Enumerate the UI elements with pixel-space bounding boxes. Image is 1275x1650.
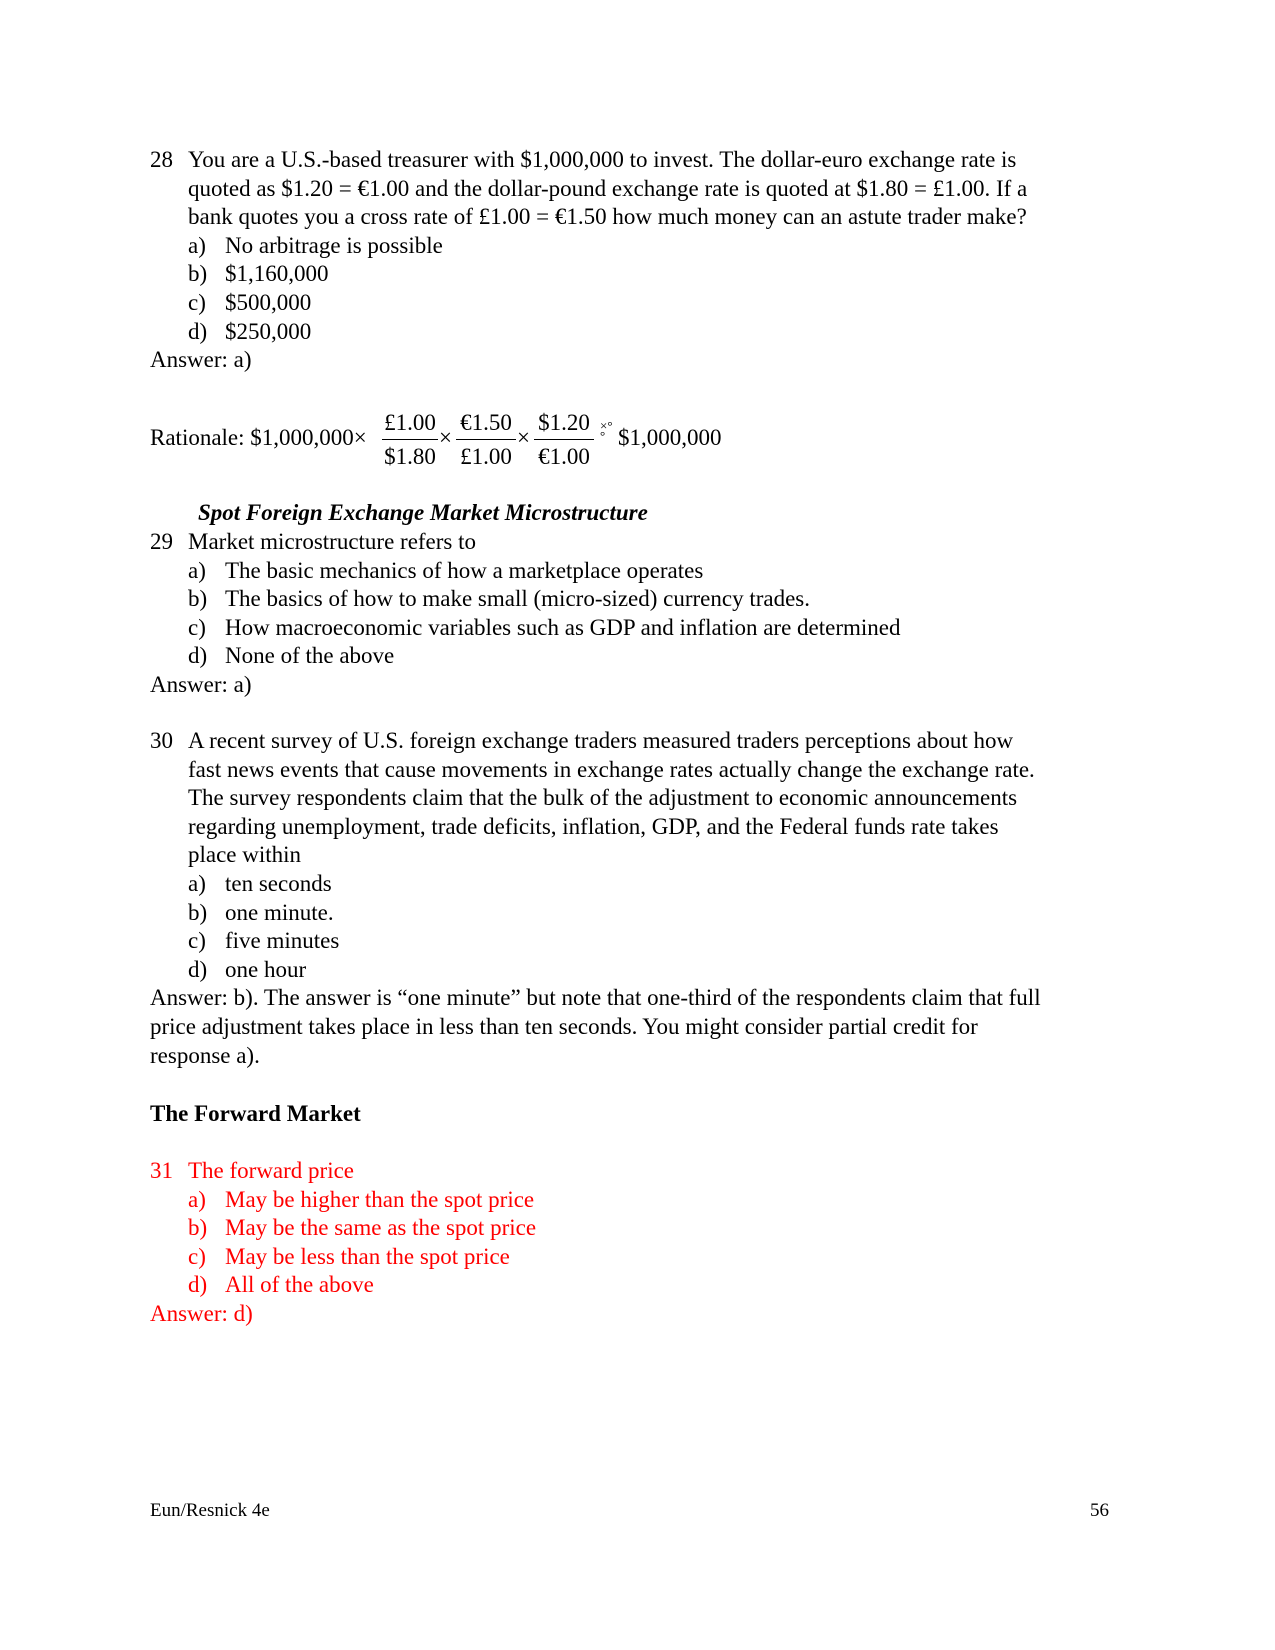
question-text: A recent survey of U.S. foreign exchange traders measured traders perceptions about how fast news events that cause movements in exchange rates actually change the exchange rate. The survey respondents claim that the bulk of the adjustment to economic announcements regarding unemployment, trade deficits, inflation, GDP, and the Federal funds rate takes place within bbox=[188, 728, 1035, 868]
question-28 bbox=[150, 146, 1050, 375]
question-31 bbox=[150, 1157, 1050, 1329]
footer-book-title: Eun/Resnick 4e bbox=[150, 1500, 270, 1521]
option-c: c) five minutes bbox=[188, 928, 340, 954]
answer-line: Answer: a) bbox=[150, 347, 252, 373]
question-number: 31 bbox=[150, 1158, 173, 1183]
fraction-2: €1.50 £1.00 bbox=[456, 408, 516, 471]
option-d: d) $250,000 bbox=[188, 318, 312, 344]
section-heading-microstructure: Spot Foreign Exchange Market Microstructure bbox=[198, 500, 648, 525]
fraction-3: $1.20 €1.00 bbox=[534, 408, 594, 471]
question-text: You are a U.S.-based treasurer with $1,000,000 to invest. The dollar-euro exchange rate is quoted as $1.20 = €1.00 and the dollar-pound exchange rate is quoted at $1.80 = £1.00. If a bank quotes you a cross rate of £1.00 = €1.50 how much money can an astute trader make? bbox=[188, 147, 1028, 230]
question-stem bbox=[150, 727, 1050, 870]
question-text: Market microstructure refers to bbox=[188, 529, 477, 554]
question-29 bbox=[150, 528, 1050, 700]
rationale-result: $1,000,000 bbox=[618, 425, 722, 450]
option-d: d) All of the above bbox=[188, 1272, 374, 1298]
option-a: a) May be higher than the spot price bbox=[188, 1186, 535, 1212]
question-stem bbox=[150, 146, 1050, 232]
option-c: c) $500,000 bbox=[188, 289, 312, 315]
option-a: a) No arbitrage is possible bbox=[188, 232, 443, 258]
option-b: b) May be the same as the spot price bbox=[188, 1215, 537, 1241]
fraction-1: £1.00 $1.80 bbox=[382, 408, 438, 471]
answer-line: Answer: a) bbox=[150, 671, 252, 697]
section-heading-forward-market: The Forward Market bbox=[150, 1101, 361, 1126]
question-stem bbox=[150, 528, 1050, 557]
question-text: The forward price bbox=[188, 1158, 355, 1183]
option-c: c) May be less than the spot price bbox=[188, 1243, 510, 1269]
option-b: b) $1,160,000 bbox=[188, 261, 329, 287]
question-number: 29 bbox=[150, 529, 173, 554]
rationale-label: Rationale: $1,000,000× bbox=[150, 425, 367, 450]
option-c: c) How macroeconomic variables such as GDP and inflation are determined bbox=[188, 614, 901, 640]
question-number: 30 bbox=[150, 728, 173, 753]
option-a: a) The basic mechanics of how a marketplace operates bbox=[188, 557, 704, 583]
option-d: d) None of the above bbox=[188, 643, 395, 669]
question-stem bbox=[150, 1157, 1050, 1186]
question-30 bbox=[150, 727, 1050, 1070]
times-sign: × bbox=[439, 425, 452, 450]
answer-line: Answer: d) bbox=[150, 1300, 253, 1326]
answer-line: Answer: b). The answer is “one minute” but note that one-third of the respondents claim that full price adjustment takes place in less than ten seconds. You might consider partial credit for response a). bbox=[150, 985, 1041, 1068]
option-b: b) one minute. bbox=[188, 899, 334, 925]
footer-page-number: 56 bbox=[1090, 1500, 1109, 1521]
option-a: a) ten seconds bbox=[188, 870, 332, 896]
question-number: 28 bbox=[150, 147, 173, 172]
option-b: b) The basics of how to make small (micro-sized) currency trades. bbox=[188, 586, 811, 612]
times-sign: × bbox=[517, 425, 530, 450]
approx-symbol-icon: ×°° bbox=[600, 418, 613, 443]
option-d: d) one hour bbox=[188, 956, 307, 982]
